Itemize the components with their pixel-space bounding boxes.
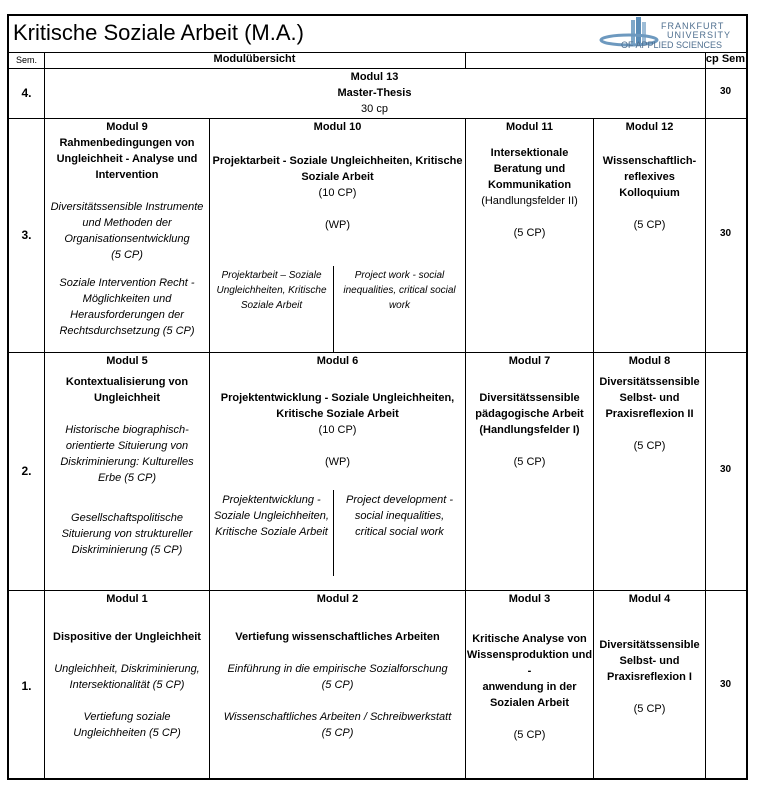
- module-5-sub2-2: Situierung von struktureller: [61, 528, 193, 540]
- module-10-title-1: Projektarbeit - Soziale Ungleichheiten, Kritische: [212, 155, 463, 167]
- module-5-sub2-1: Gesellschaftspolitische: [71, 512, 183, 524]
- module-table: [7, 14, 748, 780]
- module-10-sub-right: [334, 268, 465, 313]
- page-title: Kritische Soziale Arbeit (M.A.): [13, 20, 304, 45]
- module-2-sub1-2: (5 CP): [321, 679, 354, 691]
- module-1-title: Dispositive der Ungleichheit: [53, 631, 201, 643]
- module-6-left-3: Kritische Soziale Arbeit: [215, 526, 328, 538]
- module-13-cp: 30 cp: [361, 103, 388, 115]
- header-overview: Modulübersicht: [213, 53, 296, 65]
- module-9-sub2-2: Möglichkeiten und: [82, 293, 172, 305]
- module-6-right-2: social inequalities,: [354, 510, 445, 522]
- module-6: [210, 353, 465, 470]
- module-9-title-3: Intervention: [95, 169, 159, 181]
- header-cp-sem: cp Sem: [705, 53, 746, 65]
- module-11-title-1: Intersektionale: [490, 147, 569, 159]
- module-1-sub1-2: Intersektionalität (5 CP): [69, 679, 185, 691]
- module-12-title-1: Wissenschaftlich-: [602, 155, 697, 167]
- module-3-title-1: Kritische Analyse von: [472, 633, 587, 645]
- module-10-right-3: work: [388, 300, 411, 311]
- module-9-sub2-1: Soziale Intervention Recht -: [59, 277, 195, 289]
- module-5-sub1-3: Diskriminierung: Kulturelles: [60, 456, 194, 468]
- module-3-cp: (5 CP): [513, 729, 546, 741]
- sem-2-cp: 30: [719, 464, 732, 475]
- module-5-title-2: Ungleichheit: [93, 392, 160, 404]
- module-5: [45, 353, 209, 558]
- module-10: [210, 119, 465, 233]
- module-7-cp: (5 CP): [513, 456, 546, 468]
- module-9-sub1-2: und Methoden der: [82, 217, 172, 229]
- module-12-title-2: reflexives: [624, 171, 675, 183]
- module-6-sub-right: [334, 492, 465, 540]
- module-11: [466, 119, 593, 241]
- module-13: [44, 69, 705, 117]
- module-9-sub2-4: Rechtsdurchsetzung (5 CP): [59, 325, 195, 337]
- module-4-title-2: Selbst- und: [619, 655, 680, 667]
- module-9-sub1-3: Organisationsentwicklung: [64, 233, 190, 245]
- module-9: [45, 119, 209, 339]
- module-7-name: Modul 7: [508, 355, 551, 367]
- module-1-sub2-1: Vertiefung soziale: [83, 711, 171, 723]
- module-7: [466, 353, 593, 470]
- module-10-left-2: Ungleichheiten, Kritische: [216, 285, 327, 296]
- module-11-name: Modul 11: [505, 121, 554, 133]
- module-3-title-2: Wissensproduktion und -: [466, 649, 593, 677]
- module-5-sub2-3: Diskriminierung (5 CP): [71, 544, 183, 556]
- module-2-title: Vertiefung wissenschaftliches Arbeiten: [235, 631, 440, 643]
- frankfurt-uas-logo: [597, 16, 745, 52]
- module-1-sub2-2: Ungleichheiten (5 CP): [73, 727, 181, 739]
- module-11-sub: (Handlungsfelder II): [481, 195, 578, 207]
- module-12-name: Modul 12: [625, 121, 674, 133]
- module-12-cp: (5 CP): [633, 219, 666, 231]
- module-4-cp: (5 CP): [633, 703, 666, 715]
- sem-1-cp: 30: [719, 679, 732, 690]
- module-3: [466, 591, 593, 743]
- logo-line-1: FRANKFURT: [661, 21, 725, 31]
- module-9-sub1-1: Diversitätssensible Instrumente: [50, 201, 204, 213]
- module-10-left-1: Projektarbeit – Soziale: [221, 270, 322, 281]
- module-6-title-1: Projektentwicklung - Soziale Ungleichheiten,: [220, 392, 455, 404]
- module-5-sub1-4: Erbe (5 CP): [97, 472, 157, 484]
- module-4-name: Modul 4: [628, 593, 671, 605]
- module-10-title-2: Soziale Arbeit: [301, 171, 374, 183]
- module-4-title-1: Diversitätssensible: [599, 639, 700, 651]
- header-sem: Sem.: [15, 55, 37, 65]
- module-1-name: Modul 1: [106, 593, 148, 605]
- module-2-sub2-1: Wissenschaftliches Arbeiten / Schreibwerkstatt: [223, 711, 452, 723]
- module-9-sub2-3: Herausforderungen der: [70, 309, 184, 321]
- module-10-name: Modul 10: [313, 121, 362, 133]
- module-7-title-3: (Handlungsfelder I): [479, 424, 580, 436]
- module-9-sub1-4: (5 CP): [111, 249, 143, 261]
- module-3-title-3: anwendung in der: [482, 681, 577, 693]
- module-7-title-1: Diversitätssensible: [479, 392, 580, 404]
- module-2-sub2-2: (5 CP): [321, 727, 354, 739]
- logo-line-3: OF APPLIED SCIENCES: [621, 40, 723, 50]
- module-6-name: Modul 6: [316, 355, 359, 367]
- module-8-title-3: Praxisreflexion II: [605, 408, 694, 420]
- module-12: [594, 119, 705, 233]
- module-6-sub-left: [210, 492, 333, 540]
- module-10-wp: (WP): [324, 219, 351, 231]
- module-4: [594, 591, 705, 717]
- module-6-cp: (10 CP): [318, 424, 357, 436]
- module-5-sub1-2: orientierte Situierung von: [65, 440, 189, 452]
- sem-2-label: 2.: [21, 464, 32, 478]
- module-1: [45, 591, 209, 741]
- logo-line-2: UNIVERSITY: [667, 30, 732, 40]
- module-8-name: Modul 8: [628, 355, 671, 367]
- module-9-title-1: Rahmenbedingungen von: [59, 137, 195, 149]
- module-6-left-2: Soziale Ungleichheiten,: [214, 510, 329, 522]
- module-8-title-2: Selbst- und: [619, 392, 680, 404]
- sem-3-cp: 30: [719, 228, 732, 239]
- module-13-title: Master-Thesis: [337, 87, 412, 99]
- module-10-right-2: inequalities, critical social: [343, 285, 456, 296]
- module-5-name: Modul 5: [106, 355, 148, 367]
- module-8-cp: (5 CP): [633, 440, 666, 452]
- module-5-sub1-1: Historische biographisch-: [65, 424, 189, 436]
- sem-4-label: 4.: [21, 86, 32, 100]
- module-12-title-3: Kolloquium: [619, 187, 680, 199]
- module-9-title-2: Ungleichheit - Analyse und: [56, 153, 198, 165]
- module-4-title-3: Praxisreflexion I: [607, 671, 692, 683]
- module-10-cp: (10 CP): [318, 187, 357, 199]
- module-3-name: Modul 3: [508, 593, 551, 605]
- module-10-left-3: Soziale Arbeit: [240, 300, 303, 311]
- module-3-title-4: Sozialen Arbeit: [489, 697, 570, 709]
- module-6-right-1: Project development -: [346, 494, 453, 506]
- module-7-title-2: pädagogische Arbeit: [475, 408, 584, 420]
- sem-4-cp: 30: [719, 86, 732, 97]
- module-11-title-2: Beratung und: [493, 163, 566, 175]
- module-8: [594, 353, 705, 454]
- module-5-title-1: Kontextualisierung von: [65, 376, 189, 388]
- sem-1-label: 1.: [21, 679, 32, 693]
- module-2-name: Modul 2: [316, 593, 359, 605]
- module-6-title-2: Kritische Soziale Arbeit: [276, 408, 399, 420]
- module-2-sub1-1: Einführung in die empirische Sozialforschung: [227, 663, 448, 675]
- module-10-sub-left: [210, 268, 333, 313]
- module-11-cp: (5 CP): [513, 227, 546, 239]
- module-6-right-3: critical social work: [355, 526, 444, 538]
- module-9-name: Modul 9: [106, 121, 148, 133]
- module-2: [210, 591, 465, 741]
- module-6-left-1: Projektentwicklung -: [222, 494, 321, 506]
- module-6-wp: (WP): [324, 456, 351, 468]
- module-13-name: Modul 13: [350, 71, 399, 83]
- module-1-sub1-1: Ungleichheit, Diskriminierung,: [54, 663, 200, 675]
- module-10-right-1: Project work - social: [354, 270, 445, 281]
- module-11-title-3: Kommunikation: [487, 179, 572, 191]
- module-8-title-1: Diversitätssensible: [599, 376, 700, 388]
- sem-3-label: 3.: [21, 228, 32, 242]
